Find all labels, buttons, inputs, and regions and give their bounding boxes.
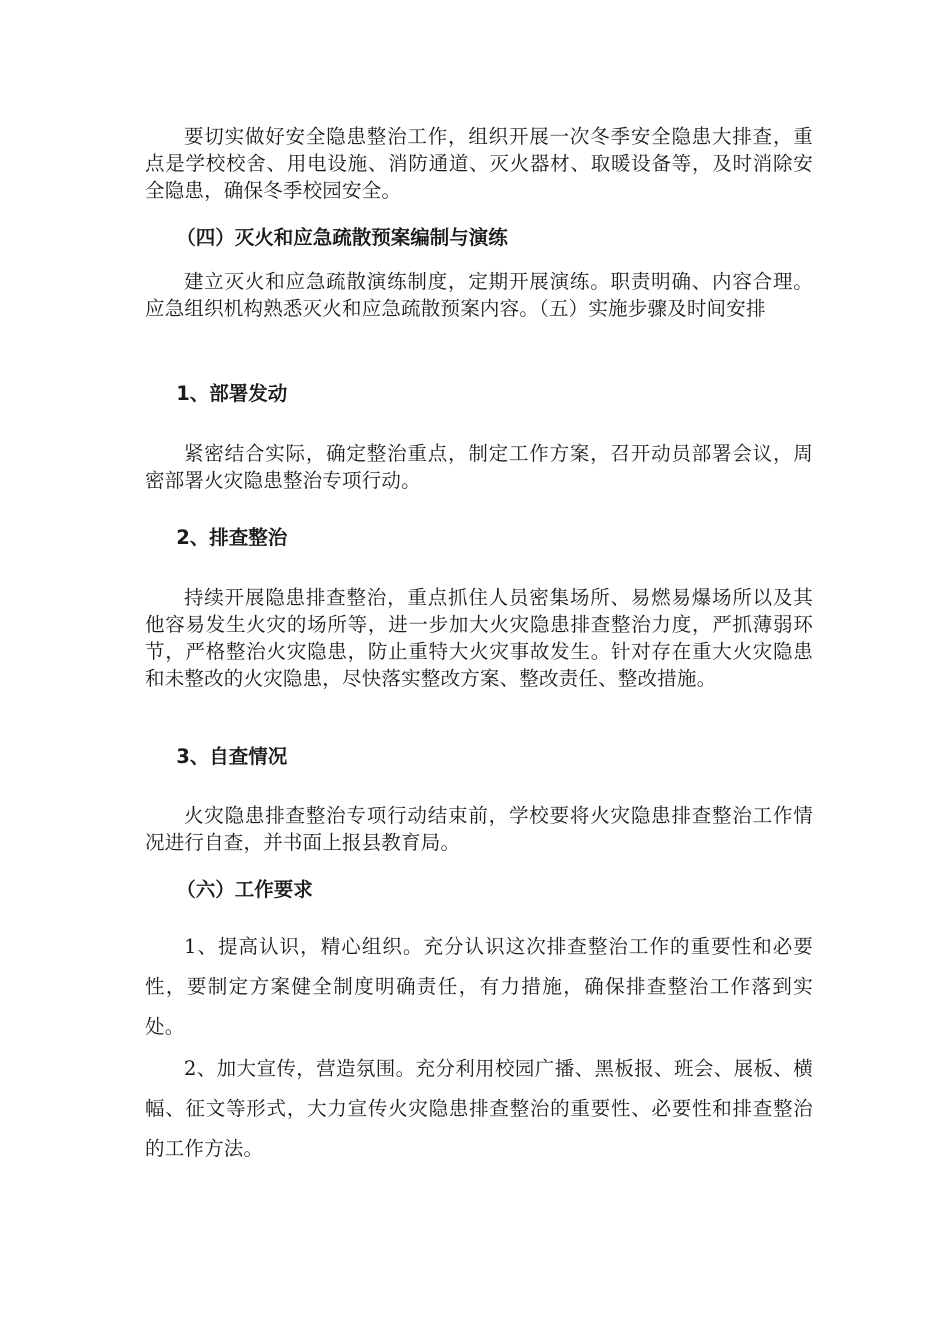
paragraph-self-check: 火灾隐患排查整治专项行动结束前，学校要将火灾隐患排查整治工作情况进行自查，并书面上报县教育局。: [145, 804, 813, 854]
paragraph-safety-inspection: 要切实做好安全隐患整治工作，组织开展一次冬季安全隐患大排查，重点是学校校舍、用电设施、消防通道、灭火器材、取暖设备等，及时消除安全隐患，确保冬季校园安全。: [145, 125, 813, 202]
paragraph-deploy: 紧密结合实际，确定整治重点，制定工作方案，召开动员部署会议，周密部署火灾隐患整治专项行动。: [145, 442, 813, 492]
paragraph-requirement-one: 1、提高认识，精心组织。充分认识这次排查整治工作的重要性和必要性，要制定方案健全制度明确责任，有力措施，确保排查整治工作落到实处。: [145, 935, 813, 1038]
paragraph-requirement-two: 2、加大宣传，营造氛围。充分利用校园广播、黑板报、班会、展板、横幅、征文等形式，大力宣传火灾隐患排查整治的重要性、必要性和排查整治的工作方法。: [145, 1057, 813, 1160]
heading-investigate: 2、排查整治: [176, 526, 288, 549]
paragraph-investigate: 持续开展隐患排查整治，重点抓住人员密集场所、易燃易爆场所以及其他容易发生火灾的场所等，进一步加大火灾隐患排查整治力度，严抓薄弱环节，严格整治火灾隐患，防止重特大火灾事故发生。针对存在重大火灾隐患和未整改的火灾隐患，尽快落实整改方案、整改责任、整改措施。: [145, 586, 813, 690]
heading-self-check: 3、自查情况: [176, 745, 288, 768]
heading-deploy: 1、部署发动: [176, 382, 288, 405]
heading-section-four: （四）灭火和应急疏散预案编制与演练: [176, 226, 508, 249]
heading-section-six: （六）工作要求: [176, 878, 313, 901]
paragraph-drill-system: 建立灭火和应急疏散演练制度，定期开展演练。职责明确、内容合理。应急组织机构熟悉灭火和应急疏散预案内容。（五）实施步骤及时间安排: [145, 270, 813, 320]
